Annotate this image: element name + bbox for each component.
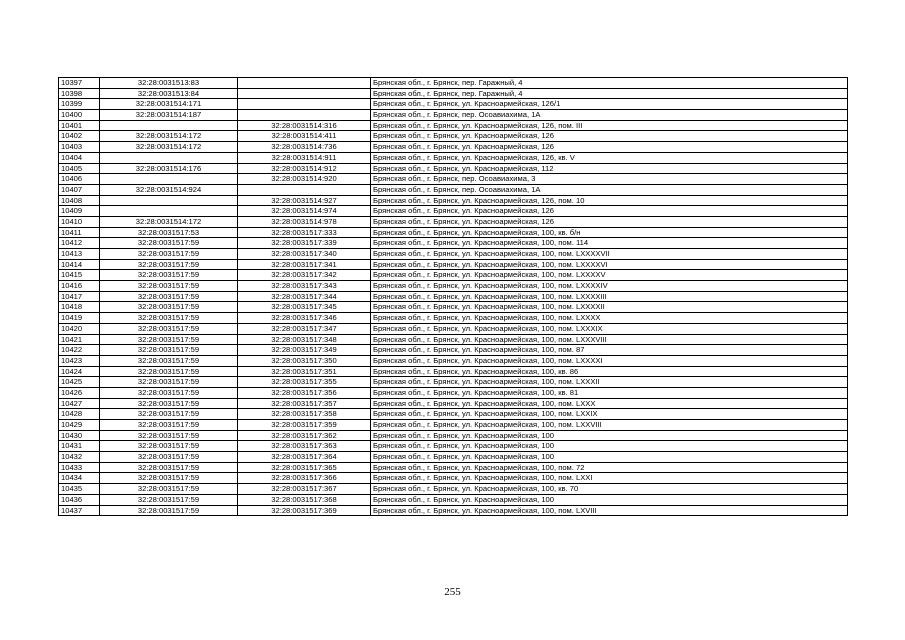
address-cell: Брянская обл., г. Брянск, ул. Красноармейская, 100, пом. LXXX — [371, 398, 848, 409]
land-cadastral-number-cell: 32:28:0031517:59 — [100, 473, 238, 484]
row-number-cell: 10397 — [59, 78, 100, 89]
table-row — [59, 206, 848, 217]
object-cadastral-number-cell: 32:28:0031517:368 — [238, 494, 371, 505]
address-cell: Брянская обл., г. Брянск, ул. Красноармейская, 100, пом. LXXXXVI — [371, 259, 848, 270]
land-cadastral-number-cell: 32:28:0031517:59 — [100, 345, 238, 356]
land-cadastral-number-cell — [100, 206, 238, 217]
object-cadastral-number-cell: 32:28:0031514:911 — [238, 152, 371, 163]
land-cadastral-number-cell: 32:28:0031517:59 — [100, 430, 238, 441]
land-cadastral-number-cell — [100, 174, 238, 185]
object-cadastral-number-cell: 32:28:0031517:355 — [238, 377, 371, 388]
table-row — [59, 78, 848, 89]
object-cadastral-number-cell: 32:28:0031517:364 — [238, 452, 371, 463]
object-cadastral-number-cell: 32:28:0031517:358 — [238, 409, 371, 420]
property-table-body — [59, 78, 848, 516]
land-cadastral-number-cell: 32:28:0031517:59 — [100, 462, 238, 473]
land-cadastral-number-cell: 32:28:0031514:171 — [100, 99, 238, 110]
object-cadastral-number-cell: 32:28:0031514:912 — [238, 163, 371, 174]
land-cadastral-number-cell: 32:28:0031517:59 — [100, 270, 238, 281]
object-cadastral-number-cell: 32:28:0031514:974 — [238, 206, 371, 217]
table-row — [59, 398, 848, 409]
row-number-cell: 10437 — [59, 505, 100, 516]
object-cadastral-number-cell: 32:28:0031517:363 — [238, 441, 371, 452]
table-row — [59, 484, 848, 495]
row-number-cell: 10404 — [59, 152, 100, 163]
address-cell: Брянская обл., г. Брянск, пер. Гаражный, 4 — [371, 88, 848, 99]
row-number-cell: 10406 — [59, 174, 100, 185]
object-cadastral-number-cell: 32:28:0031517:356 — [238, 387, 371, 398]
row-number-cell: 10415 — [59, 270, 100, 281]
table-row — [59, 270, 848, 281]
land-cadastral-number-cell: 32:28:0031517:59 — [100, 238, 238, 249]
object-cadastral-number-cell: 32:28:0031517:340 — [238, 249, 371, 260]
table-row — [59, 88, 848, 99]
land-cadastral-number-cell: 32:28:0031517:59 — [100, 377, 238, 388]
land-cadastral-number-cell: 32:28:0031517:59 — [100, 420, 238, 431]
address-cell: Брянская обл., г. Брянск, ул. Красноармейская, 100, пом. LXXXXV — [371, 270, 848, 281]
land-cadastral-number-cell: 32:28:0031517:59 — [100, 355, 238, 366]
row-number-cell: 10427 — [59, 398, 100, 409]
address-cell: Брянская обл., г. Брянск, ул. Красноармейская, 100, пом. LXXXII — [371, 377, 848, 388]
row-number-cell: 10422 — [59, 345, 100, 356]
address-cell: Брянская обл., г. Брянск, ул. Красноармейская, 100 — [371, 494, 848, 505]
address-cell: Брянская обл., г. Брянск, ул. Красноармейская, 100, пом. LXXI — [371, 473, 848, 484]
table-row — [59, 163, 848, 174]
row-number-cell: 10436 — [59, 494, 100, 505]
land-cadastral-number-cell: 32:28:0031517:59 — [100, 259, 238, 270]
table-row — [59, 249, 848, 260]
table-row — [59, 174, 848, 185]
table-row — [59, 430, 848, 441]
address-cell: Брянская обл., г. Брянск, ул. Красноармейская, 126, пом. 10 — [371, 195, 848, 206]
page-number: 255 — [444, 586, 461, 598]
object-cadastral-number-cell: 32:28:0031517:347 — [238, 323, 371, 334]
land-cadastral-number-cell: 32:28:0031514:172 — [100, 216, 238, 227]
table-row — [59, 216, 848, 227]
land-cadastral-number-cell: 32:28:0031514:187 — [100, 110, 238, 121]
address-cell: Брянская обл., г. Брянск, ул. Красноармейская, 126/1 — [371, 99, 848, 110]
object-cadastral-number-cell: 32:28:0031517:351 — [238, 366, 371, 377]
row-number-cell: 10401 — [59, 120, 100, 131]
land-cadastral-number-cell: 32:28:0031517:59 — [100, 334, 238, 345]
row-number-cell: 10432 — [59, 452, 100, 463]
table-row — [59, 345, 848, 356]
object-cadastral-number-cell: 32:28:0031517:341 — [238, 259, 371, 270]
land-cadastral-number-cell: 32:28:0031517:59 — [100, 313, 238, 324]
object-cadastral-number-cell — [238, 110, 371, 121]
table-row — [59, 195, 848, 206]
table-row — [59, 99, 848, 110]
address-cell: Брянская обл., г. Брянск, пер. Гаражный, 4 — [371, 78, 848, 89]
land-cadastral-number-cell: 32:28:0031517:59 — [100, 494, 238, 505]
land-cadastral-number-cell: 32:28:0031513:84 — [100, 88, 238, 99]
table-row — [59, 452, 848, 463]
object-cadastral-number-cell: 32:28:0031517:366 — [238, 473, 371, 484]
land-cadastral-number-cell: 32:28:0031514:172 — [100, 142, 238, 153]
table-row — [59, 291, 848, 302]
row-number-cell: 10418 — [59, 302, 100, 313]
row-number-cell: 10408 — [59, 195, 100, 206]
address-cell: Брянская обл., г. Брянск, ул. Красноармейская, 100, пом. LXXXVIII — [371, 334, 848, 345]
table-row — [59, 355, 848, 366]
table-row — [59, 110, 848, 121]
address-cell: Брянская обл., г. Брянск, ул. Красноармейская, 100, пом. LXXXX — [371, 313, 848, 324]
land-cadastral-number-cell — [100, 120, 238, 131]
address-cell: Брянская обл., г. Брянск, ул. Красноармейская, 100, пом. 87 — [371, 345, 848, 356]
land-cadastral-number-cell: 32:28:0031514:172 — [100, 131, 238, 142]
table-row — [59, 131, 848, 142]
address-cell: Брянская обл., г. Брянск, ул. Красноармейская, 126, кв. V — [371, 152, 848, 163]
row-number-cell: 10423 — [59, 355, 100, 366]
row-number-cell: 10399 — [59, 99, 100, 110]
object-cadastral-number-cell: 32:28:0031517:342 — [238, 270, 371, 281]
address-cell: Брянская обл., г. Брянск, пер. Осоавиахима, 1А — [371, 110, 848, 121]
object-cadastral-number-cell — [238, 99, 371, 110]
table-row — [59, 494, 848, 505]
row-number-cell: 10426 — [59, 387, 100, 398]
table-row — [59, 323, 848, 334]
object-cadastral-number-cell: 32:28:0031517:349 — [238, 345, 371, 356]
row-number-cell: 10433 — [59, 462, 100, 473]
row-number-cell: 10400 — [59, 110, 100, 121]
land-cadastral-number-cell — [100, 152, 238, 163]
address-cell: Брянская обл., г. Брянск, ул. Красноармейская, 100, пом. LXXXXIII — [371, 291, 848, 302]
object-cadastral-number-cell: 32:28:0031517:339 — [238, 238, 371, 249]
table-row — [59, 259, 848, 270]
row-number-cell: 10417 — [59, 291, 100, 302]
address-cell: Брянская обл., г. Брянск, ул. Красноармейская, 100, пом. LXVIII — [371, 505, 848, 516]
object-cadastral-number-cell — [238, 184, 371, 195]
address-cell: Брянская обл., г. Брянск, ул. Красноармейская, 100, пом. LXXXXI — [371, 355, 848, 366]
row-number-cell: 10420 — [59, 323, 100, 334]
address-cell: Брянская обл., г. Брянск, ул. Красноармейская, 100, пом. LXXXIX — [371, 323, 848, 334]
table-row — [59, 441, 848, 452]
object-cadastral-number-cell: 32:28:0031517:348 — [238, 334, 371, 345]
object-cadastral-number-cell — [238, 88, 371, 99]
row-number-cell: 10421 — [59, 334, 100, 345]
row-number-cell: 10407 — [59, 184, 100, 195]
row-number-cell: 10410 — [59, 216, 100, 227]
table-row — [59, 334, 848, 345]
row-number-cell: 10429 — [59, 420, 100, 431]
row-number-cell: 10416 — [59, 281, 100, 292]
table-row — [59, 227, 848, 238]
land-cadastral-number-cell: 32:28:0031517:59 — [100, 281, 238, 292]
land-cadastral-number-cell: 32:28:0031517:59 — [100, 366, 238, 377]
address-cell: Брянская обл., г. Брянск, ул. Красноармейская, 112 — [371, 163, 848, 174]
object-cadastral-number-cell: 32:28:0031514:978 — [238, 216, 371, 227]
table-row — [59, 238, 848, 249]
object-cadastral-number-cell: 32:28:0031517:344 — [238, 291, 371, 302]
object-cadastral-number-cell: 32:28:0031514:736 — [238, 142, 371, 153]
address-cell: Брянская обл., г. Брянск, ул. Красноармейская, 100, пом. LXXIX — [371, 409, 848, 420]
row-number-cell: 10398 — [59, 88, 100, 99]
address-cell: Брянская обл., г. Брянск, ул. Красноармейская, 100, пом. LXXXXIV — [371, 281, 848, 292]
address-cell: Брянская обл., г. Брянск, ул. Красноармейская, 100, пом. LXXXXVII — [371, 249, 848, 260]
table-row — [59, 377, 848, 388]
property-table — [58, 77, 848, 516]
address-cell: Брянская обл., г. Брянск, ул. Красноармейская, 126, пом. III — [371, 120, 848, 131]
row-number-cell: 10413 — [59, 249, 100, 260]
address-cell: Брянская обл., г. Брянск, ул. Красноармейская, 100, кв. б/н — [371, 227, 848, 238]
object-cadastral-number-cell: 32:28:0031517:345 — [238, 302, 371, 313]
object-cadastral-number-cell: 32:28:0031517:343 — [238, 281, 371, 292]
row-number-cell: 10419 — [59, 313, 100, 324]
row-number-cell: 10430 — [59, 430, 100, 441]
address-cell: Брянская обл., г. Брянск, ул. Красноармейская, 100 — [371, 452, 848, 463]
land-cadastral-number-cell: 32:28:0031514:924 — [100, 184, 238, 195]
land-cadastral-number-cell: 32:28:0031517:59 — [100, 452, 238, 463]
land-cadastral-number-cell: 32:28:0031517:59 — [100, 323, 238, 334]
table-row — [59, 366, 848, 377]
table-row — [59, 473, 848, 484]
object-cadastral-number-cell: 32:28:0031517:350 — [238, 355, 371, 366]
table-row — [59, 462, 848, 473]
object-cadastral-number-cell: 32:28:0031517:333 — [238, 227, 371, 238]
address-cell: Брянская обл., г. Брянск, ул. Красноармейская, 126 — [371, 216, 848, 227]
land-cadastral-number-cell: 32:28:0031513:83 — [100, 78, 238, 89]
address-cell: Брянская обл., г. Брянск, ул. Красноармейская, 126 — [371, 142, 848, 153]
object-cadastral-number-cell: 32:28:0031517:369 — [238, 505, 371, 516]
table-row — [59, 420, 848, 431]
object-cadastral-number-cell: 32:28:0031514:316 — [238, 120, 371, 131]
table-row — [59, 505, 848, 516]
land-cadastral-number-cell: 32:28:0031517:59 — [100, 291, 238, 302]
object-cadastral-number-cell: 32:28:0031514:920 — [238, 174, 371, 185]
land-cadastral-number-cell: 32:28:0031517:59 — [100, 398, 238, 409]
address-cell: Брянская обл., г. Брянск, ул. Красноармейская, 100, кв. 86 — [371, 366, 848, 377]
address-cell: Брянская обл., г. Брянск, ул. Красноармейская, 100 — [371, 441, 848, 452]
row-number-cell: 10405 — [59, 163, 100, 174]
row-number-cell: 10428 — [59, 409, 100, 420]
object-cadastral-number-cell: 32:28:0031514:411 — [238, 131, 371, 142]
address-cell: Брянская обл., г. Брянск, ул. Красноармейская, 100, пом. 72 — [371, 462, 848, 473]
address-cell: Брянская обл., г. Брянск, ул. Красноармейская, 126 — [371, 206, 848, 217]
row-number-cell: 10425 — [59, 377, 100, 388]
land-cadastral-number-cell: 32:28:0031517:59 — [100, 249, 238, 260]
land-cadastral-number-cell: 32:28:0031517:59 — [100, 484, 238, 495]
object-cadastral-number-cell: 32:28:0031514:927 — [238, 195, 371, 206]
land-cadastral-number-cell: 32:28:0031517:59 — [100, 441, 238, 452]
table-row — [59, 152, 848, 163]
row-number-cell: 10403 — [59, 142, 100, 153]
address-cell: Брянская обл., г. Брянск, ул. Красноармейская, 100, пом. 114 — [371, 238, 848, 249]
address-cell: Брянская обл., г. Брянск, пер. Осоавиахима, 3 — [371, 174, 848, 185]
object-cadastral-number-cell: 32:28:0031517:346 — [238, 313, 371, 324]
object-cadastral-number-cell: 32:28:0031517:362 — [238, 430, 371, 441]
land-cadastral-number-cell: 32:28:0031517:59 — [100, 302, 238, 313]
row-number-cell: 10411 — [59, 227, 100, 238]
address-cell: Брянская обл., г. Брянск, ул. Красноармейская, 100, пом. LXXVIII — [371, 420, 848, 431]
land-cadastral-number-cell: 32:28:0031514:176 — [100, 163, 238, 174]
object-cadastral-number-cell — [238, 78, 371, 89]
address-cell: Брянская обл., г. Брянск, ул. Красноармейская, 126 — [371, 131, 848, 142]
row-number-cell: 10412 — [59, 238, 100, 249]
land-cadastral-number-cell: 32:28:0031517:59 — [100, 387, 238, 398]
table-row — [59, 313, 848, 324]
table-row — [59, 184, 848, 195]
row-number-cell: 10424 — [59, 366, 100, 377]
row-number-cell: 10435 — [59, 484, 100, 495]
object-cadastral-number-cell: 32:28:0031517:357 — [238, 398, 371, 409]
address-cell: Брянская обл., г. Брянск, ул. Красноармейская, 100 — [371, 430, 848, 441]
land-cadastral-number-cell: 32:28:0031517:59 — [100, 505, 238, 516]
address-cell: Брянская обл., г. Брянск, ул. Красноармейская, 100, кв. 70 — [371, 484, 848, 495]
address-cell: Брянская обл., г. Брянск, ул. Красноармейская, 100, кв. 81 — [371, 387, 848, 398]
row-number-cell: 10414 — [59, 259, 100, 270]
row-number-cell: 10434 — [59, 473, 100, 484]
table-row — [59, 302, 848, 313]
row-number-cell: 10431 — [59, 441, 100, 452]
address-cell: Брянская обл., г. Брянск, пер. Осоавиахима, 1А — [371, 184, 848, 195]
object-cadastral-number-cell: 32:28:0031517:365 — [238, 462, 371, 473]
table-row — [59, 281, 848, 292]
object-cadastral-number-cell: 32:28:0031517:359 — [238, 420, 371, 431]
table-row — [59, 409, 848, 420]
object-cadastral-number-cell: 32:28:0031517:367 — [238, 484, 371, 495]
row-number-cell: 10402 — [59, 131, 100, 142]
row-number-cell: 10409 — [59, 206, 100, 217]
address-cell: Брянская обл., г. Брянск, ул. Красноармейская, 100, пом. LXXXXII — [371, 302, 848, 313]
table-row — [59, 120, 848, 131]
table-row — [59, 387, 848, 398]
table-row — [59, 142, 848, 153]
land-cadastral-number-cell: 32:28:0031517:59 — [100, 409, 238, 420]
land-cadastral-number-cell — [100, 195, 238, 206]
land-cadastral-number-cell: 32:28:0031517:53 — [100, 227, 238, 238]
